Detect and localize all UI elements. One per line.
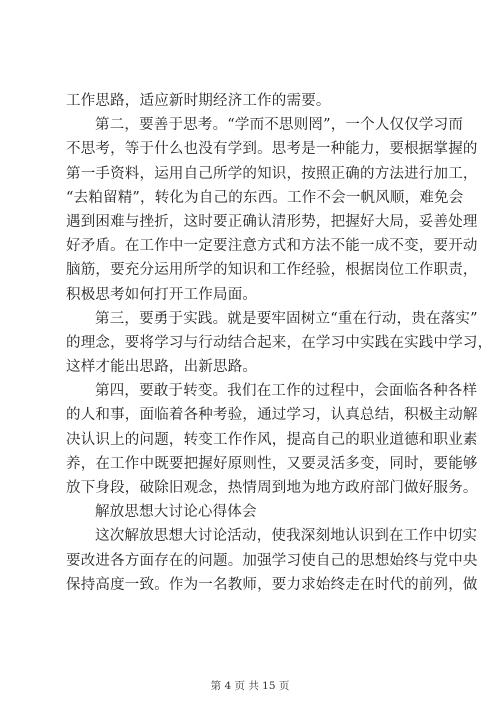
text-line: 要改进各方面存在的问题。加强学习使自己的思想始终与党中央 xyxy=(66,552,478,569)
document-body xyxy=(66,89,493,597)
text-line: 遇到困难与挫折，这时要正确认清形势，把握好大局，妥善处理 xyxy=(66,213,478,230)
text-line: 的理念，要将学习与行动结合起来，在学习中实践在实践中学习， xyxy=(66,334,493,351)
text-line: 放下身段，破除旧观念，热情周到地为地方政府部门做好服务。 xyxy=(66,480,478,496)
text-line: 好矛盾。在工作中一定要注意方式和方法不能一成不变，要开动 xyxy=(66,238,478,255)
paragraph-start: 第四，要敢于转变。我们在工作的过程中，会面临各种各样 xyxy=(95,383,478,400)
text-line: 决认识上的问题，转变工作作风，提高自己的职业道德和职业素 xyxy=(66,431,478,448)
paragraph-start: 第二，要善于思考。“学而不思则罔”，一个人仅仅学习而 xyxy=(95,117,464,134)
section-heading: 解放思想大讨论心得体会 xyxy=(95,504,257,521)
text-line: 的人和事，面临着各种考验，通过学习，认真总结，积极主动解 xyxy=(66,407,478,424)
paragraph-start: 这次解放思想大讨论活动，使我深刻地认识到在工作中切实 xyxy=(95,528,478,545)
text-line: 积极思考如何打开工作局面。 xyxy=(66,286,258,303)
text-line: 第一手资料，运用自己所学的知识，按照正确的方法进行加工， xyxy=(66,165,478,182)
paragraph-start: 第三，要勇于实践。就是要牢固树立“重在行动，贵在落实” xyxy=(95,310,478,327)
text-line: 不思考，等于什么也没有学到。思考是一种能力，要根据掌握的 xyxy=(66,141,478,158)
text-line: 工作思路，适应新时期经济工作的需要。 xyxy=(66,93,331,109)
text-line: “去粕留精”，转化为自己的东西。工作不会一帆风顺，难免会 xyxy=(66,189,464,206)
text-line: 养，在工作中既要把握好原则性，又要灵活多变，同时，要能够 xyxy=(66,455,478,472)
text-line: 这样才能出思路，出新思路。 xyxy=(66,359,258,376)
page-footer: 第 4 页 共 15 页 xyxy=(210,680,290,692)
text-line: 保持高度一致。作为一名教师，要力求始终走在时代的前列，做 xyxy=(66,576,478,593)
text-line: 脑筋，要充分运用所学的知识和工作经验，根据岗位工作职责， xyxy=(66,262,478,279)
